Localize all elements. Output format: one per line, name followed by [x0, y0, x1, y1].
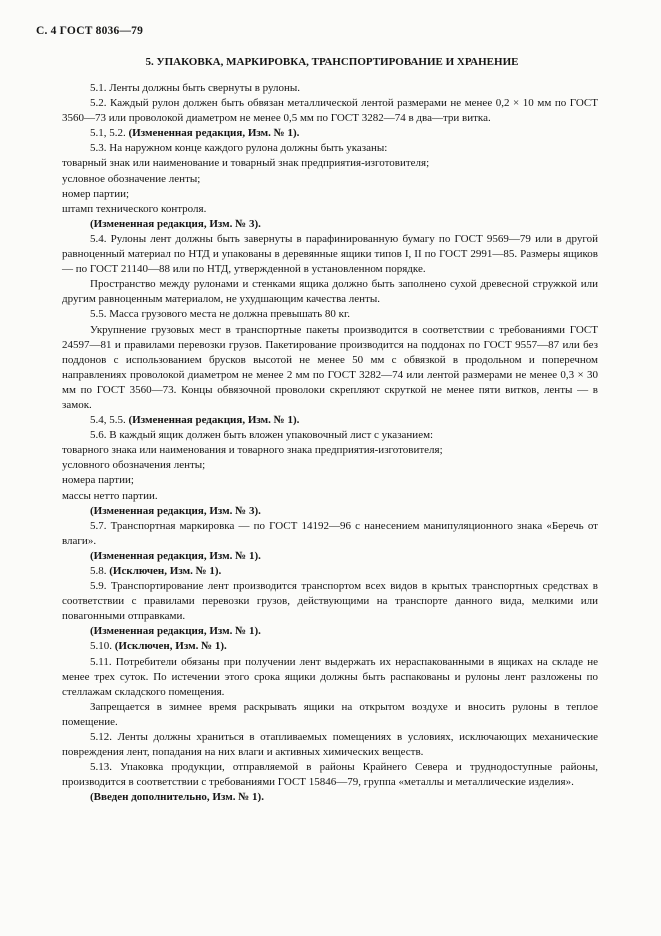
paragraph: (Измененная редакция, Изм. № 3). — [90, 217, 261, 230]
paragraph: 5.4. Рулоны лент должны быть завернуты в парафинированную бумагу по ГОСТ 9569—79 или в другой равноценный материал по НТД и упакованы в деревянные ящики типов I, II по ГОСТ 2991—85. Размеры ящиков — по ГОСТ 21140—88 или по НТД, утвержденной в установленном порядке. — [62, 232, 598, 276]
paragraph: 5.1. Ленты должны быть свернуты в рулоны. — [90, 82, 301, 94]
paragraph: 5.13. Упаковка продукции, отправляемой в районы Крайнего Севера и труднодоступные районы, производится в соответствии с требованиями ГОСТ 15846—79, группа «металлы и металлические изделия». — [62, 761, 598, 789]
amendment-note: (Измененная редакция, Изм. № 1). — [128, 127, 300, 140]
paragraph: Укрупнение грузовых мест в транспортные пакеты производится в соответствии с требованиями ГОСТ 24597—81 и правилами перевозки грузов. Пакетирование производится на поддонах по ГОСТ 9557—87 или без поддонов с использованием брусков высотой не менее 50 мм с обвязкой в продольном и поперечном направлениях проволокой диаметром не менее 2 мм по ГОСТ 3282—74 или лентой размерами не менее 0,3 × 30 мм по ГОСТ 3560—73. Концы обвязочной проволоки скрепляют скруткой не менее пяти витков, ленты — в замок. — [62, 323, 598, 411]
paragraph — [62, 639, 598, 654]
paragraph: массы нетто партии. — [62, 489, 158, 502]
paragraph: (Измененная редакция, Изм. № 1). — [90, 625, 261, 638]
paragraph: 5.5. Масса грузового места не должна превышать 80 кг. — [90, 308, 350, 321]
paragraph: (Измененная редакция, Изм. № 1). — [90, 549, 261, 562]
paragraph: 5.6. В каждый ящик должен быть вложен упаковочный лист с указанием: — [90, 429, 434, 442]
paragraph: 5.2. Каждый рулон должен быть обвязан металлической лентой размерами не менее 0,2 × 10 мм по ГОСТ 3560—73 или проволокой диаметром не менее 0,5 мм по ГОСТ 3282—74 в два—три витка. — [62, 97, 598, 125]
section-body — [62, 81, 598, 806]
paragraph — [62, 126, 598, 141]
paragraph: 5.3. На наружном конце каждого рулона должны быть указаны: — [90, 142, 388, 155]
paragraph: 5.12. Ленты должны храниться в отапливаемых помещениях в условиях, исключающих механические повреждения лент, попадания на них влаги и активных химических веществ. — [62, 731, 598, 759]
paragraph: (Введен дополнительно, Изм. № 1). — [90, 791, 264, 804]
paragraph: условного обозначения ленты; — [62, 459, 206, 472]
paragraph: товарного знака или наименования и товарного знака предприятия-изготовителя; — [62, 444, 443, 457]
amendment-note: (Исключен, Изм. № 1). — [114, 640, 227, 653]
paragraph: номера партии; — [62, 474, 134, 487]
paragraph: (Измененная редакция, Изм. № 3). — [90, 504, 261, 517]
paragraph — [62, 564, 598, 579]
paragraph: номер партии; — [62, 187, 130, 200]
paragraph: Запрещается в зимнее время раскрывать ящики на открытом воздухе и вносить рулоны в теплое помещение. — [62, 700, 598, 728]
clause-number: 5.8. — [90, 565, 110, 577]
paragraph — [62, 413, 598, 428]
amendment-note: (Исключен, Изм. № 1). — [109, 565, 222, 577]
paragraph: 5.9. Транспортирование лент производится транспортом всех видов в крытых транспортных средствах в соответствии с правилами перевозки грузов, действующими на транспорте данного вида, мелкими или повагонными отправками. — [62, 580, 598, 623]
paragraph: условное обозначение ленты; — [62, 172, 201, 185]
paragraph: штамп технического контроля. — [62, 202, 207, 215]
section-title: 5. УПАКОВКА, МАРКИРОВКА, ТРАНСПОРТИРОВАНИЕ И ХРАНЕНИЕ — [145, 56, 519, 68]
paragraph: товарный знак или наименование и товарный знак предприятия-изготовителя; — [62, 157, 430, 170]
paragraph: 5.11. Потребители обязаны при получении лент выдержать их нераспакованными в ящиках на складе не менее трех суток. По истечении этого срока ящики должны быть распакованы и рулоны лент разложены по стеллажам складского помещения. — [62, 655, 598, 698]
clause-number: 5.10. — [90, 640, 115, 653]
page-header: С. 4 ГОСТ 8036—79 — [36, 25, 144, 37]
clause-number: 5.1, 5.2. — [90, 127, 129, 140]
clause-number: 5.4, 5.5. — [90, 414, 129, 427]
paragraph: 5.7. Транспортная маркировка — по ГОСТ 14192—96 с нанесением манипуляционного знака «Беречь от влаги». — [62, 519, 598, 547]
paragraph: Пространство между рулонами и стенками ящика должно быть заполнено сухой древесной стружкой или другим равноценным материалом, не ухудшающим качества ленты. — [62, 278, 598, 306]
amendment-note: (Измененная редакция, Изм. № 1). — [128, 414, 300, 427]
